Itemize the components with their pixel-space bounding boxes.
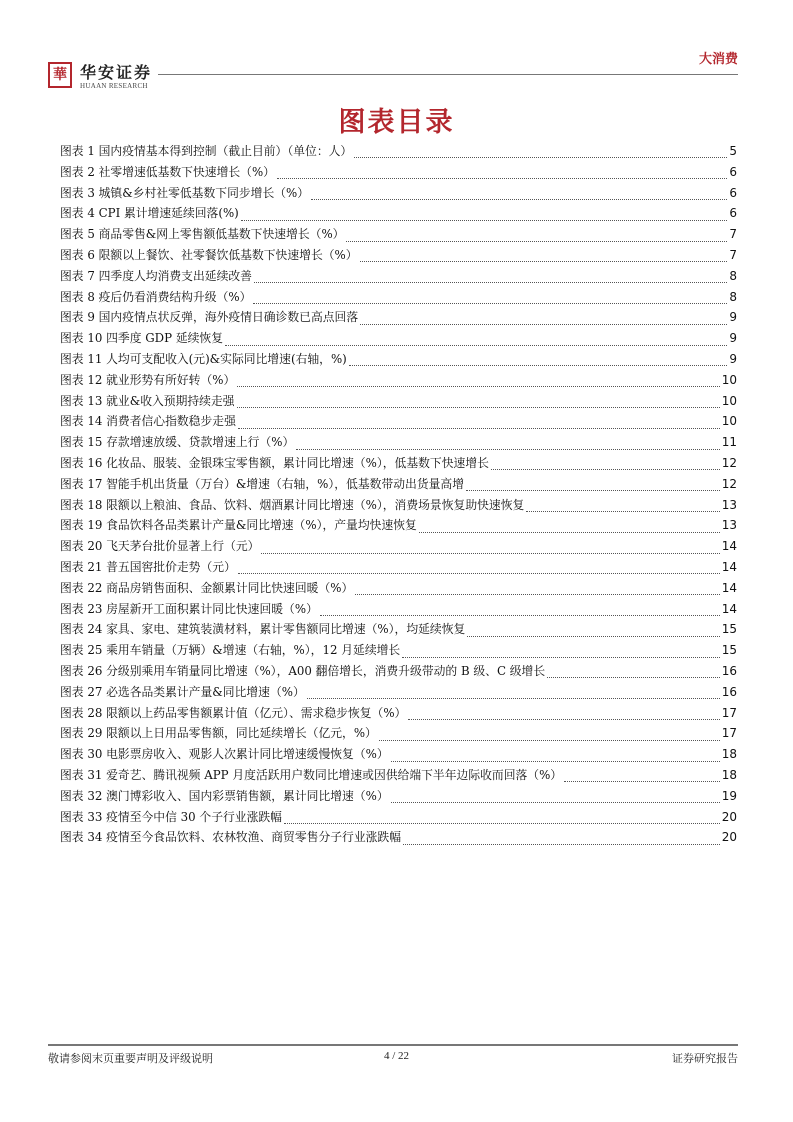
toc-entry-page[interactable]: 20 bbox=[721, 830, 737, 845]
toc-entry[interactable] bbox=[60, 662, 737, 683]
footer-divider bbox=[48, 1044, 738, 1046]
toc-entry-page[interactable]: 8 bbox=[729, 289, 737, 304]
toc-entry[interactable] bbox=[60, 496, 737, 517]
page-number: 4 / 22 bbox=[383, 1050, 410, 1062]
toc-entry-page[interactable]: 10 bbox=[721, 414, 737, 429]
toc-leader-dots bbox=[237, 398, 720, 408]
logo-english-name: HUAAN RESEARCH bbox=[80, 82, 148, 90]
toc-entry-label[interactable]: 图表 21 普五国窖批价走势（元） bbox=[60, 559, 236, 574]
toc-entry[interactable] bbox=[60, 724, 737, 745]
toc-entry[interactable] bbox=[60, 683, 737, 704]
toc-entry-label[interactable]: 图表 3 城镇&乡村社零低基数下同步增长（%） bbox=[60, 185, 310, 200]
toc-leader-dots bbox=[360, 252, 728, 262]
toc-leader-dots bbox=[391, 793, 720, 803]
toc-entry[interactable] bbox=[60, 371, 737, 392]
toc-entry-page[interactable]: 13 bbox=[721, 497, 737, 512]
toc-leader-dots bbox=[355, 585, 719, 595]
toc-leader-dots bbox=[526, 502, 719, 512]
toc-leader-dots bbox=[379, 731, 720, 741]
toc-entry-page[interactable]: 17 bbox=[721, 705, 737, 720]
toc-entry[interactable] bbox=[60, 475, 737, 496]
toc-entry[interactable] bbox=[60, 516, 737, 537]
toc-leader-dots bbox=[225, 336, 727, 346]
toc-entry-page[interactable]: 6 bbox=[729, 185, 737, 200]
toc-entry-label[interactable]: 图表 26 分级别乘用车销量同比增速（%），A00 翻倍增长，消费升级带动的 B 级、C 级增长 bbox=[60, 663, 546, 678]
toc-entry-page[interactable]: 16 bbox=[721, 663, 737, 678]
toc-entry-label[interactable]: 图表 22 商品房销售面积、金额累计同比快速回暖（%） bbox=[60, 580, 354, 595]
toc-leader-dots bbox=[311, 190, 727, 200]
toc-entry[interactable] bbox=[60, 558, 737, 579]
toc-entry-label[interactable]: 图表 10 四季度 GDP 延续恢复 bbox=[60, 331, 224, 346]
toc-leader-dots bbox=[547, 668, 720, 678]
toc-entry-page[interactable]: 10 bbox=[721, 393, 737, 408]
toc-entry[interactable] bbox=[60, 288, 737, 309]
toc-entry-page[interactable]: 6 bbox=[729, 206, 737, 221]
toc-entry-page[interactable]: 12 bbox=[721, 476, 737, 491]
toc-leader-dots bbox=[466, 481, 720, 491]
toc-leader-dots bbox=[564, 772, 720, 782]
toc-leader-dots bbox=[241, 211, 728, 221]
toc-entry-label[interactable]: 图表 25 乘用车销量（万辆）&增速（右轴，%），12 月延续增长 bbox=[60, 643, 401, 658]
toc-leader-dots bbox=[253, 294, 727, 304]
toc-entry-label[interactable]: 图表 1 国内疫情基本得到控制（截止目前）（单位：人） bbox=[60, 144, 353, 158]
logo-chinese-name: 华安证券 bbox=[80, 63, 153, 82]
toc-entry[interactable] bbox=[60, 704, 737, 725]
toc-leader-dots bbox=[237, 377, 719, 387]
toc-entry-label[interactable]: 图表 4 CPI 累计增速延续回落(%) bbox=[60, 206, 239, 221]
footer-disclaimer: 敬请参阅末页重要声明及评级说明 bbox=[48, 1052, 213, 1065]
toc-entry[interactable] bbox=[60, 246, 737, 267]
toc-entry-page[interactable]: 14 bbox=[721, 601, 737, 616]
toc-entry-page[interactable]: 15 bbox=[721, 643, 737, 658]
toc-leader-dots bbox=[261, 544, 719, 554]
toc-entry-page[interactable]: 5 bbox=[729, 144, 737, 158]
toc-entry-label[interactable]: 图表 16 化妆品、服装、金银珠宝零售额，累计同比增速（%），低基数下快速增长 bbox=[60, 455, 489, 470]
toc-entry-page[interactable]: 20 bbox=[721, 809, 737, 824]
toc-entry[interactable] bbox=[60, 620, 737, 641]
toc-entry-page[interactable]: 6 bbox=[729, 164, 737, 179]
toc-leader-dots bbox=[349, 356, 728, 366]
toc-entry-page[interactable]: 16 bbox=[721, 684, 737, 699]
toc-entry[interactable] bbox=[60, 142, 737, 163]
toc-entry-label[interactable]: 图表 24 家具、家电、建筑装潢材料，累计零售额同比增速（%），均延续恢复 bbox=[60, 622, 466, 637]
toc-leader-dots bbox=[354, 148, 727, 158]
toc-leader-dots bbox=[360, 315, 727, 325]
toc-entry-page[interactable]: 7 bbox=[729, 227, 737, 242]
toc-entry-label[interactable]: 图表 34 疫情至今食品饮料、农林牧渔、商贸零售分子行业涨跌幅 bbox=[60, 830, 402, 845]
toc-entry[interactable] bbox=[60, 433, 737, 454]
toc-entry[interactable] bbox=[60, 225, 737, 246]
toc-leader-dots bbox=[491, 460, 720, 470]
toc-entry-label[interactable]: 图表 27 必选各品类累计产量&同比增速（%） bbox=[60, 684, 305, 699]
footer-report-type: 证券研究报告 bbox=[672, 1052, 738, 1065]
table-of-figures bbox=[60, 142, 737, 849]
toc-leader-dots bbox=[408, 710, 719, 720]
toc-entry[interactable] bbox=[60, 204, 737, 225]
toc-entry-label[interactable]: 图表 29 限额以上日用品零售额，同比延续增长（亿元，%） bbox=[60, 726, 377, 741]
toc-entry-label[interactable]: 图表 8 疫后仍看消费结构升级（%） bbox=[60, 289, 252, 304]
toc-entry[interactable] bbox=[60, 641, 737, 662]
toc-entry-page[interactable]: 11 bbox=[721, 435, 737, 450]
toc-leader-dots bbox=[402, 648, 720, 658]
toc-entry-label[interactable]: 图表 5 商品零售&网上零售额低基数下快速增长（%） bbox=[60, 227, 345, 242]
toc-entry-page[interactable]: 7 bbox=[729, 247, 737, 262]
toc-leader-dots bbox=[320, 606, 720, 616]
toc-entry[interactable] bbox=[60, 454, 737, 475]
toc-entry-page[interactable]: 14 bbox=[721, 539, 737, 554]
toc-entry[interactable] bbox=[60, 537, 737, 558]
toc-entry[interactable] bbox=[60, 808, 737, 829]
toc-entry-label[interactable]: 图表 31 爱奇艺、腾讯视频 APP 月度活跃用户数同比增速或因供给端下半年边际收而回落（%） bbox=[60, 767, 563, 782]
toc-entry-page[interactable]: 9 bbox=[729, 351, 737, 366]
toc-entry-page[interactable]: 14 bbox=[721, 559, 737, 574]
toc-leader-dots bbox=[346, 232, 727, 242]
toc-entry[interactable] bbox=[60, 350, 737, 371]
toc-entry-page[interactable]: 18 bbox=[721, 767, 737, 782]
toc-entry-label[interactable]: 图表 32 澳门博彩收入、国内彩票销售额，累计同比增速（%） bbox=[60, 788, 389, 803]
toc-entry[interactable] bbox=[60, 787, 737, 808]
toc-leader-dots bbox=[403, 835, 720, 845]
toc-entry-page[interactable]: 14 bbox=[721, 580, 737, 595]
report-category: 大消费 bbox=[698, 52, 738, 67]
header-divider bbox=[158, 74, 738, 75]
toc-entry-label[interactable]: 图表 30 电影票房收入、观影人次累计同比增速缓慢恢复（%） bbox=[60, 747, 389, 762]
toc-entry[interactable] bbox=[60, 412, 737, 433]
toc-entry[interactable] bbox=[60, 766, 737, 787]
toc-entry-page[interactable]: 8 bbox=[729, 268, 737, 283]
toc-entry-label[interactable]: 图表 17 智能手机出货量（万台）&增速（右轴，%），低基数带动出货量高增 bbox=[60, 476, 465, 491]
page-header bbox=[48, 52, 738, 100]
toc-entry[interactable] bbox=[60, 308, 737, 329]
toc-entry[interactable] bbox=[60, 579, 737, 600]
toc-entry[interactable] bbox=[60, 163, 737, 184]
toc-entry[interactable] bbox=[60, 600, 737, 621]
toc-entry-page[interactable]: 15 bbox=[721, 622, 737, 637]
toc-entry[interactable] bbox=[60, 745, 737, 766]
toc-entry-page[interactable]: 9 bbox=[729, 331, 737, 346]
toc-entry[interactable] bbox=[60, 267, 737, 288]
toc-entry-label[interactable]: 图表 6 限额以上餐饮、社零餐饮低基数下快速增长（%） bbox=[60, 247, 358, 262]
toc-leader-dots bbox=[467, 627, 719, 637]
toc-entry-page[interactable]: 17 bbox=[721, 726, 737, 741]
toc-entry-label[interactable]: 图表 23 房屋新开工面积累计同比快速回暖（%） bbox=[60, 601, 318, 616]
toc-entry-label[interactable]: 图表 33 疫情至今中信 30 个子行业涨跌幅 bbox=[60, 809, 282, 824]
toc-entry-label[interactable]: 图表 13 就业&收入预期持续走强 bbox=[60, 393, 235, 408]
toc-leader-dots bbox=[254, 273, 727, 283]
toc-leader-dots bbox=[419, 523, 720, 533]
toc-entry-page[interactable]: 9 bbox=[729, 310, 737, 325]
toc-entry-label[interactable]: 图表 15 存款增速放缓、贷款增速上行（%） bbox=[60, 435, 295, 450]
toc-entry-label[interactable]: 图表 14 消费者信心指数稳步走强 bbox=[60, 414, 236, 429]
toc-entry-page[interactable]: 10 bbox=[721, 372, 737, 387]
toc-entry-label[interactable]: 图表 2 社零增速低基数下快速增长（%） bbox=[60, 164, 275, 179]
huaan-logo-icon: 華 bbox=[48, 62, 72, 88]
toc-entry[interactable] bbox=[60, 184, 737, 205]
toc-entry[interactable] bbox=[60, 329, 737, 350]
toc-entry-label[interactable]: 图表 9 国内疫情点状反弹，海外疫情日确诊数已高点回落 bbox=[60, 310, 359, 325]
toc-entry-label[interactable]: 图表 7 四季度人均消费支出延续改善 bbox=[60, 268, 252, 283]
toc-leader-dots bbox=[238, 419, 720, 429]
toc-entry-label[interactable]: 图表 20 飞天茅台批价显著上行（元） bbox=[60, 539, 260, 554]
toc-entry-label[interactable]: 图表 28 限额以上药品零售额累计值（亿元）、需求稳步恢复（%） bbox=[60, 705, 407, 720]
toc-entry-label[interactable]: 图表 12 就业形势有所好转（%） bbox=[60, 372, 236, 387]
toc-entry-label[interactable]: 图表 19 食品饮料各品类累计产量&同比增速（%），产量均快速恢复 bbox=[60, 518, 417, 533]
toc-entry-label[interactable]: 图表 18 限额以上粮油、食品、饮料、烟酒累计同比增速（%），消费场景恢复助快速恢复 bbox=[60, 497, 525, 512]
toc-leader-dots bbox=[391, 752, 720, 762]
toc-entry-page[interactable]: 18 bbox=[721, 747, 737, 762]
toc-entry[interactable] bbox=[60, 392, 737, 413]
toc-leader-dots bbox=[284, 814, 720, 824]
toc-leader-dots bbox=[277, 169, 727, 179]
toc-leader-dots bbox=[238, 564, 720, 574]
toc-entry-label[interactable]: 图表 11 人均可支配收入(元)&实际同比增速(右轴，%) bbox=[60, 351, 347, 366]
toc-entry-page[interactable]: 12 bbox=[721, 455, 737, 470]
toc-entry-page[interactable]: 13 bbox=[721, 518, 737, 533]
toc-leader-dots bbox=[307, 689, 720, 699]
toc-entry[interactable] bbox=[60, 828, 737, 849]
toc-entry-page[interactable]: 19 bbox=[721, 788, 737, 803]
toc-leader-dots bbox=[296, 440, 719, 450]
page-title: 图表目录 bbox=[338, 107, 455, 138]
